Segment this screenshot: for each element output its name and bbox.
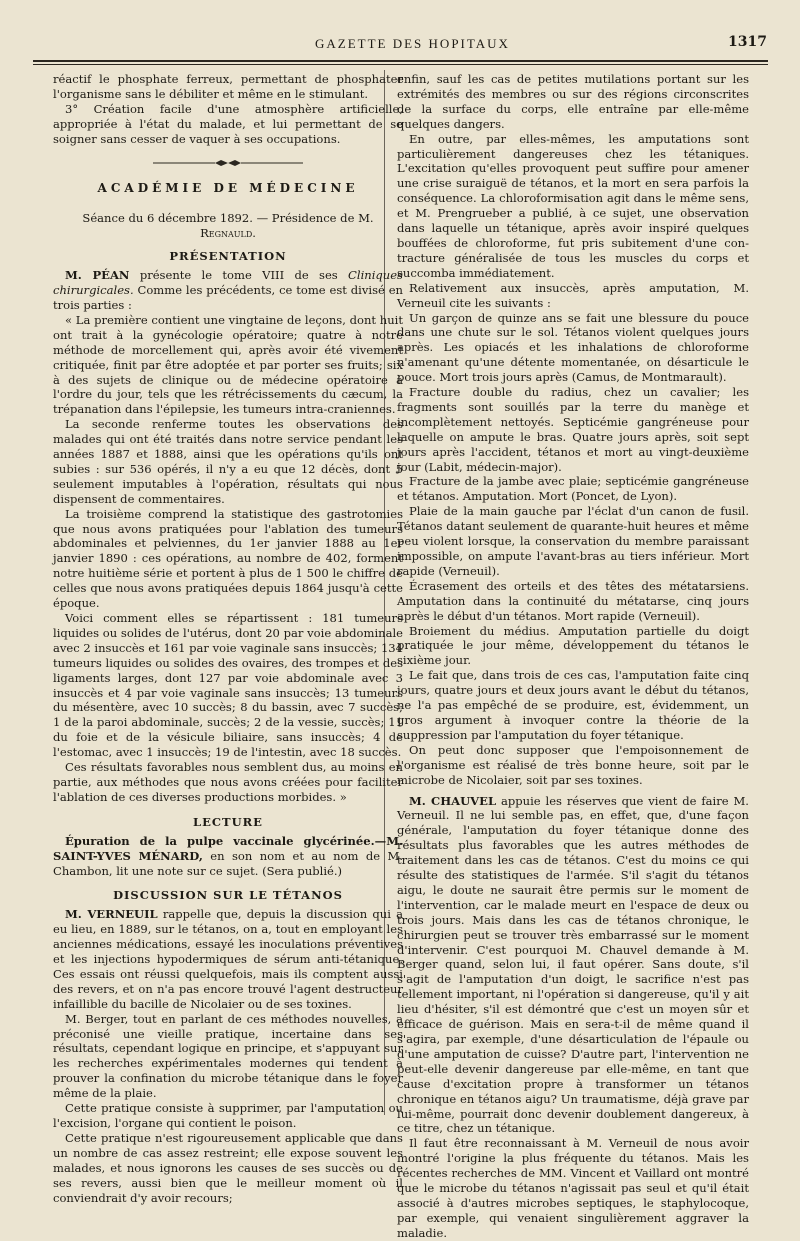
body-paragraph: On peut donc supposer que l'empoisonnement de l'organisme est réalisé de très bonne heure, soit par le microbe de Nicolaier, soit par ses toxines.	[397, 742, 749, 787]
session-date: Séance du 6 décembre 1892. — Présidence de M.	[82, 211, 374, 226]
header-rule-top	[33, 60, 768, 62]
case-paragraph: Écrasement des orteils et des têtes des métatarsiens. Amputation dans la continuité du métatarse, cinq jours après le début d'un tétanos. Mort rapide (Verneuil).	[397, 578, 749, 623]
left-column	[53, 72, 403, 1205]
presentation-quote-paragraph: La troisième comprend la statistique des gastrotomies que nous avons pratiquées pour l'ablation des tumeurs abdominales et pelviennes, du 1er janvier 1888 au 1er janvier 1890 : ces opérations, au nombre de 402, forment notre huitième série et portent à plus de 1 500 le chiffre de celles que nous avons pratiquées depuis 1864 jusqu'à cette époque.	[53, 506, 403, 611]
speaker-name: M. CHAUVEL	[409, 793, 497, 808]
case-paragraph: Broiement du médius. Amputation partielle du doigt pratiquée le jour même, développement du tétanos le sixième jour.	[397, 623, 749, 668]
presentation-quote-paragraph: Ces résultats favorables nous semblent dus, au moins en partie, aux méthodes que nous avons créées pour faciliter l'ablation de ces diverses productions morbides. »	[53, 760, 403, 804]
body-paragraph: En outre, par elles-mêmes, les amputations sont particulièrement dangereuses chez les tétaniques. L'excitation qu'elles provoquent peut suffire pour amener une crise suraiguë de tétanos, et la mort en sera parfois la conséquence. La chloroformisation agit dans le même sens, et M. Prengrueber a publié, à ce sujet, une observation dans laquelle un tétanique, après avoir inspiré quelques bouffées de chloroforme, fut pris subitement d'une contracture généralisée de tous les muscles du corps et succomba immédiatement.	[397, 131, 749, 280]
ornament-divider	[153, 159, 303, 167]
section-heading-academie: ACADÉMIE DE MÉDECINE	[97, 180, 359, 195]
presentation-quote-paragraph: La seconde renferme toutes les observations des malades qui ont été traités dans notre service pendant les années 1887 et 1888, ainsi que les opérations qu'ils ont subies : sur 536 opérés, il n'y a eu que 12 décès, dont 5 seulement imputables à l'opération, résultats qui nous dispensent de commentaires.	[53, 417, 403, 506]
page-number: 1317	[728, 34, 767, 50]
discussion-paragraph: Cette pratique consiste à supprimer, par l'amputation ou l'excision, l'organe qui contient le poison.	[53, 1101, 403, 1130]
subheading-discussion: DISCUSSION SUR LE TÉTANOS	[113, 888, 343, 903]
right-column	[397, 72, 749, 1241]
case-paragraph: Fracture de la jambe avec plaie; septicémie gangréneuse et tétanos. Amputation. Mort (Poncet, de Lyon).	[397, 474, 749, 504]
body-paragraph: enfin, sauf les cas de petites mutilations portant sur les extrémités des membres ou sur des régions circonscrites de la surface du corps, elle entraîne par elle-même quelques dangers.	[397, 72, 749, 131]
page-header	[0, 32, 800, 56]
discussion-paragraph	[53, 907, 403, 1011]
header-title: GAZETTE DES HOPITAUX	[315, 36, 510, 51]
speaker-name: M. VERNEUIL	[65, 907, 158, 922]
speaker-name: —M. SAINT-YVES MÉNARD,	[53, 833, 403, 863]
lecture-title: Épuration de la pulpe vaccinale glycérinée.	[65, 833, 375, 848]
header-rule-bottom	[33, 64, 768, 65]
discussion-paragraph: M. Berger, tout en parlant de ces méthodes nouvelles, a préconisé une vieille pratique, incertaine dans ses résultats, cependant logique en principe, et s'appuyant sur les recherches expérimentales modernes qui tendent à prouver la confination du microbe tétanique dans le foyer même de la plaie.	[53, 1011, 403, 1101]
lecture-paragraph	[53, 834, 403, 879]
case-paragraph: Fracture double du radius, chez un cavalier; les fragments sont souillés par la terre du manège et incomplètement nettoyés. Septicémie gangréneuse pour laquelle on ampute le bras. Quatre jours après, soit sept jours après l'accident, tétanos et mort au vingt-deuxième jour (Labit, médecin-major).	[397, 385, 749, 474]
discussion-paragraph: Cette pratique n'est rigoureusement applicable que dans un nombre de cas assez restreint; elle expose souvent les malades, et nous ignorons les causes de ses succès ou de ses revers, aussi bien que le meilleur moment où il conviendrait d'y avoir recours;	[53, 1130, 403, 1205]
body-paragraph: Il faut être reconnaissant à M. Verneuil de nous avoir montré l'origine la plus fréquente du tétanos. Mais les récentes recherches de MM. Vincent et Vaillard ont montré que le microbe du tétanos n'agissait pas seul et qu'il était associé à d'autres microbes septiques, le staphylocoque, par exemple, qui venaient singulièrement aggraver la maladie.	[397, 1136, 749, 1240]
presentation-text: présente le tome VIII de ses	[129, 268, 349, 283]
book-title: Cliniques chirurgicales.	[53, 268, 403, 298]
chauvel-paragraph	[397, 794, 749, 1137]
body-paragraph: Le fait que, dans trois de ces cas, l'amputation faite cinq jours, quatre jours et deux jours avant le début du tétanos, ne l'a pas empêché de se produire, est, évidemment, un gros argument à invoquer contre la théorie de la suppression par l'amputation du foyer tétanique.	[397, 668, 749, 742]
discussion-text: rappelle que, depuis la discussion qui a eu lieu, en 1889, sur le tétanos, on a, tout en employant les anciennes médications, essayé les inoculations préventives et les injections hypodermiques de sérum anti-tétanique. Ces essais ont réussi quelquefois, mais ils comptent aussi des revers, et on n'a pas encore trouvé l'agent destructeur infaillible du bacille de Nicolaier ou de ses toxines.	[53, 907, 403, 1011]
case-paragraph: Un garçon de quinze ans se fait une blessure du pouce dans une chute sur le sol. Tétanos violent quelques jours après. Les opiacés et les inhalations de chloroforme n'amenant qu'une détente momentanée, on désarticule le pouce. Mort trois jours après (Camus, de Montmarault).	[397, 310, 749, 385]
speaker-name: M. PÉAN	[65, 268, 130, 283]
case-paragraph: Plaie de la main gauche par l'éclat d'un canon de fusil. Tétanos datant seulement de quarante-huit heures et même peu violent lorsque, la conservation du membre paraissant impossible, on ampute l'avant-bras au tiers inférieur. Mort rapide (Verneuil).	[397, 504, 749, 578]
intro-paragraph: 3° Création facile d'une atmosphère artificielle, appropriée à l'état du malade, et lui permettant de se soigner sans cesser de vaquer à ses occupations.	[53, 101, 403, 146]
presentation-quote-paragraph: « La première contient une vingtaine de leçons, dont huit ont trait à la gynécologie opératoire; quatre à notre méthode de morcellement qui, après avoir été vivement critiquée, finit par être adoptée et par porter ses fruits; six à des sujets de clinique ou de médecine opératoire à l'ordre du jour, tels que les rétrécissements du cæcum, la trépanation dans l'épilepsie, les tumeurs intra-craniennes.	[53, 312, 403, 417]
presentation-paragraph	[53, 268, 403, 313]
lecture-text: en son nom et au nom de M. Chambon, lit une note sur ce sujet. (Sera publié.)	[53, 848, 403, 878]
subheading-lecture: LECTURE	[193, 814, 263, 829]
body-paragraph: Relativement aux insuccès, après amputation, M. Verneuil cite les suivants :	[397, 280, 749, 310]
subheading-presentation: PRÉSENTATION	[169, 249, 287, 264]
chauvel-text: appuie les réserves que vient de faire M. Verneuil. Il ne lui semble pas, en effet, que, d'une façon générale, l'amputation du foyer tétanique donne des résultats plus favorables que les autres méthodes de traitement dans les cas de tétanos. C'est du moins ce qui résulte des statistiques de l'armée. S'il s'agit du tétanos aigu, le doute ne saurait être permis sur le moment de l'intervention, car le malade meurt en l'espace de deux ou trois jours. Mais dans les cas de tétanos chronique, le chirurgien peut se trouver très embarrassé sur le moment d'intervenir. C'est pourquoi M. Chauvel demande à M. Berger quand, selon lui, il faut opérer. Sans doute, s'il s'agit de l'amputation d'un doigt, le sacrifice n'est pas tellement important, ni l'opération si dangereuse, qu'il y ait lieu d'hésiter, s'il est démontré que c'est un moyen sûr et efficace de guérison. Mais en sera-t-il de même quand il s'agira, par exemple, d'une désarticulation de l'épaule ou d'une amputation de cuisse? D'autre part, l'intervention ne peut-elle devenir dangereuse par elle-même, en tant que cause d'excitation propre à transformer un tétanos chronique en tétanos aigu? Un traumatisme, déjà grave par lui-même, pourrait donc devenir doublement dangereux, à ce titre, chez un tétanique.	[397, 793, 749, 1136]
session-president: Regnauld.	[200, 226, 256, 241]
session-line	[53, 211, 403, 241]
presentation-quote-paragraph: Voici comment elles se répartissent : 181 tumeurs liquides ou solides de l'utérus, dont 20 par voie abdominale avec 2 insuccès et 161 par voie vaginale sans insuccès; 134 tumeurs liquides ou solides des ovaires, des trompes et des ligaments larges, dont 127 par voie abdominale avec 3 insuccès et 4 par voie vaginale sans insuccès; 13 tumeurs du mésentère, avec 10 succès; 8 du bassin, avec 7 succès; 1 de la paroi abdominale, succès; 2 de la vessie, succès; 11 du foie et de la vésicule biliaire, sans insuccès; 4 de l'estomac, avec 1 insuccès; 19 de l'intestin, avec 18 succès.	[53, 611, 403, 760]
intro-paragraph: réactif le phosphate ferreux, permettant de phosphater l'organisme sans le débiliter et même en le stimulant.	[53, 72, 403, 101]
presentation-text: Comme les précédents, ce tome est divisé en trois parties :	[53, 283, 403, 312]
